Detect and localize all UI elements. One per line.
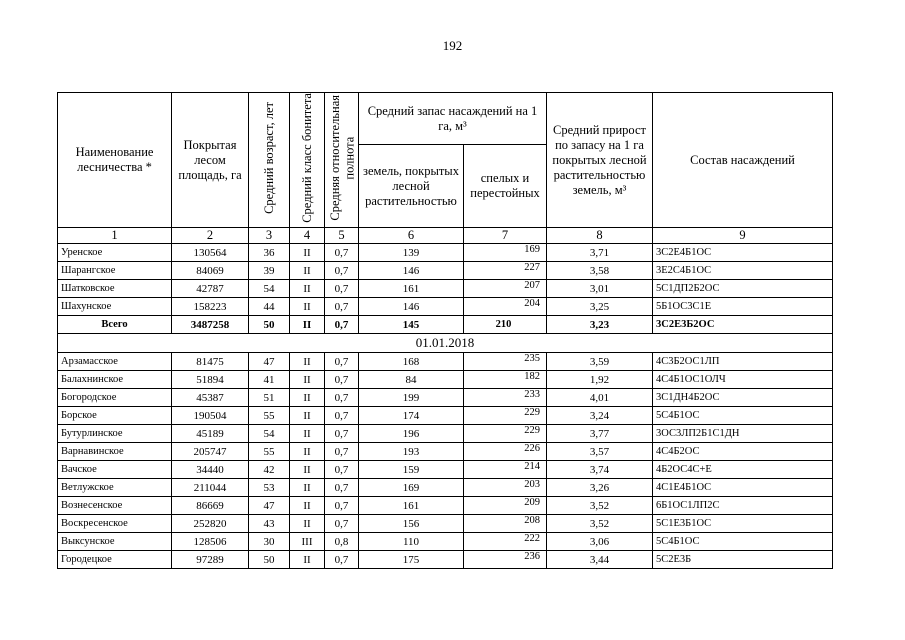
cell-stock: 156	[359, 515, 464, 533]
cell-density: 0,7	[325, 298, 359, 316]
cell-growth: 3,26	[547, 479, 653, 497]
cell-name: Шахунское	[58, 298, 172, 316]
cell-area: 128506	[172, 533, 249, 551]
cell-bonitet: II	[290, 497, 325, 515]
column-number: 7	[464, 228, 547, 244]
cell-bonitet: II	[290, 479, 325, 497]
section-date: 01.01.2018	[58, 334, 833, 353]
cell-composition: 3Е2С4Б1ОС	[653, 262, 833, 280]
cell-name: Ветлужское	[58, 479, 172, 497]
cell-stock: 146	[359, 298, 464, 316]
cell-name: Бутурлинское	[58, 425, 172, 443]
cell-name: Вачское	[58, 461, 172, 479]
cell-growth: 3,77	[547, 425, 653, 443]
cell-density: 0,8	[325, 533, 359, 551]
cell-composition: 5С2Е3Б	[653, 551, 833, 569]
cell-age: 42	[249, 461, 290, 479]
table-row	[58, 479, 833, 497]
total-stock: 145	[359, 316, 464, 334]
cell-composition: 5С1Е3Б1ОС	[653, 515, 833, 533]
cell-bonitet: III	[290, 533, 325, 551]
cell-mature: 208	[464, 515, 547, 533]
total-growth: 3,23	[547, 316, 653, 334]
cell-bonitet: II	[290, 443, 325, 461]
header-stock-mature: спелых и перестойных	[464, 145, 547, 228]
column-number: 1	[58, 228, 172, 244]
cell-composition: 4С1Е4Б1ОС	[653, 479, 833, 497]
cell-mature: 209	[464, 497, 547, 515]
cell-name: Шатковское	[58, 280, 172, 298]
cell-density: 0,7	[325, 262, 359, 280]
cell-area: 190504	[172, 407, 249, 425]
header-growth: Средний прирост по запасу на 1 га покрытых лесной растительностью земель, м³	[547, 93, 653, 228]
cell-mature: 207	[464, 280, 547, 298]
cell-name: Шарангское	[58, 262, 172, 280]
cell-stock: 146	[359, 262, 464, 280]
table-row	[58, 407, 833, 425]
table-row	[58, 244, 833, 262]
cell-growth: 3,59	[547, 353, 653, 371]
table-row	[58, 389, 833, 407]
table-row	[58, 280, 833, 298]
cell-mature: 214	[464, 461, 547, 479]
cell-area: 205747	[172, 443, 249, 461]
cell-density: 0,7	[325, 280, 359, 298]
cell-mature: 203	[464, 479, 547, 497]
cell-name: Уренское	[58, 244, 172, 262]
table-row	[58, 461, 833, 479]
cell-area: 158223	[172, 298, 249, 316]
header-area: Покрытая лесом площадь, га	[172, 93, 249, 228]
cell-growth: 1,92	[547, 371, 653, 389]
cell-age: 55	[249, 443, 290, 461]
cell-mature: 169	[464, 244, 547, 262]
cell-composition: 4Б2ОС4С+Е	[653, 461, 833, 479]
cell-area: 86669	[172, 497, 249, 515]
cell-density: 0,7	[325, 244, 359, 262]
cell-area: 42787	[172, 280, 249, 298]
cell-area: 252820	[172, 515, 249, 533]
cell-name: Арзамасское	[58, 353, 172, 371]
cell-density: 0,7	[325, 443, 359, 461]
cell-name: Богородское	[58, 389, 172, 407]
cell-composition: 4С4Б1ОС1ОЛЧ	[653, 371, 833, 389]
cell-composition: 4С3Б2ОС1ЛП	[653, 353, 833, 371]
cell-mature: 236	[464, 551, 547, 569]
cell-mature: 233	[464, 389, 547, 407]
total-label: Всего	[58, 316, 172, 334]
cell-age: 43	[249, 515, 290, 533]
column-number: 8	[547, 228, 653, 244]
cell-growth: 3,58	[547, 262, 653, 280]
cell-stock: 161	[359, 497, 464, 515]
column-number: 3	[249, 228, 290, 244]
cell-stock: 193	[359, 443, 464, 461]
cell-mature: 235	[464, 353, 547, 371]
cell-growth: 3,52	[547, 497, 653, 515]
cell-age: 54	[249, 280, 290, 298]
cell-bonitet: II	[290, 298, 325, 316]
table-row	[58, 551, 833, 569]
cell-age: 54	[249, 425, 290, 443]
column-numbers-row	[58, 228, 833, 244]
column-number: 6	[359, 228, 464, 244]
cell-growth: 3,06	[547, 533, 653, 551]
total-mature: 210	[464, 316, 547, 334]
cell-density: 0,7	[325, 461, 359, 479]
cell-growth: 3,01	[547, 280, 653, 298]
cell-stock: 168	[359, 353, 464, 371]
cell-density: 0,7	[325, 551, 359, 569]
cell-bonitet: II	[290, 425, 325, 443]
cell-age: 44	[249, 298, 290, 316]
cell-growth: 3,71	[547, 244, 653, 262]
cell-name: Воскресенское	[58, 515, 172, 533]
cell-bonitet: II	[290, 551, 325, 569]
table-row	[58, 425, 833, 443]
cell-area: 97289	[172, 551, 249, 569]
cell-name: Борское	[58, 407, 172, 425]
cell-stock: 139	[359, 244, 464, 262]
cell-stock: 110	[359, 533, 464, 551]
cell-growth: 3,52	[547, 515, 653, 533]
cell-bonitet: II	[290, 461, 325, 479]
total-age: 50	[249, 316, 290, 334]
cell-age: 53	[249, 479, 290, 497]
table-row	[58, 353, 833, 371]
cell-age: 36	[249, 244, 290, 262]
cell-area: 211044	[172, 479, 249, 497]
column-number: 9	[653, 228, 833, 244]
cell-bonitet: II	[290, 389, 325, 407]
cell-composition: 6Б1ОС1ЛП2С	[653, 497, 833, 515]
section-row	[58, 334, 833, 353]
table-row	[58, 533, 833, 551]
cell-area: 45189	[172, 425, 249, 443]
column-number: 5	[325, 228, 359, 244]
cell-stock: 159	[359, 461, 464, 479]
header-bonitet: Средний класс бонитета	[290, 93, 325, 228]
cell-composition: 5С4Б1ОС	[653, 407, 833, 425]
cell-name: Варнавинское	[58, 443, 172, 461]
cell-bonitet: II	[290, 515, 325, 533]
total-bonitet: II	[290, 316, 325, 334]
cell-area: 51894	[172, 371, 249, 389]
table-row	[58, 443, 833, 461]
cell-area: 84069	[172, 262, 249, 280]
cell-bonitet: II	[290, 244, 325, 262]
table-row	[58, 515, 833, 533]
header-stock-group: Средний запас насаждений на 1 га, м³	[359, 93, 547, 145]
forest-stats-table	[57, 92, 833, 569]
cell-mature: 229	[464, 407, 547, 425]
cell-area: 45387	[172, 389, 249, 407]
cell-composition: 3ОС3ЛП2Б1С1ДН	[653, 425, 833, 443]
cell-age: 47	[249, 353, 290, 371]
cell-bonitet: II	[290, 407, 325, 425]
cell-composition: 4С4Б2ОС	[653, 443, 833, 461]
cell-composition: 5С1ДП2Б2ОС	[653, 280, 833, 298]
table-row	[58, 298, 833, 316]
cell-density: 0,7	[325, 389, 359, 407]
cell-name: Выксунское	[58, 533, 172, 551]
cell-stock: 199	[359, 389, 464, 407]
cell-bonitet: II	[290, 280, 325, 298]
cell-growth: 3,25	[547, 298, 653, 316]
cell-bonitet: II	[290, 371, 325, 389]
table-row	[58, 497, 833, 515]
cell-bonitet: II	[290, 262, 325, 280]
cell-stock: 196	[359, 425, 464, 443]
cell-density: 0,7	[325, 515, 359, 533]
cell-age: 41	[249, 371, 290, 389]
cell-name: Городецкое	[58, 551, 172, 569]
header-stock-covered: земель, покрытых лесной растительностью	[359, 145, 464, 228]
cell-mature: 222	[464, 533, 547, 551]
cell-density: 0,7	[325, 407, 359, 425]
cell-bonitet: II	[290, 353, 325, 371]
cell-area: 130564	[172, 244, 249, 262]
column-number: 4	[290, 228, 325, 244]
cell-growth: 3,74	[547, 461, 653, 479]
cell-density: 0,7	[325, 479, 359, 497]
cell-composition: 5Б1ОС3С1Е	[653, 298, 833, 316]
header-age: Средний возраст, лет	[249, 93, 290, 228]
table-row	[58, 371, 833, 389]
cell-growth: 3,44	[547, 551, 653, 569]
cell-growth: 4,01	[547, 389, 653, 407]
cell-composition: 5С4Б1ОС	[653, 533, 833, 551]
cell-mature: 227	[464, 262, 547, 280]
header-composition: Состав насаждений	[653, 93, 833, 228]
total-density: 0,7	[325, 316, 359, 334]
cell-mature: 226	[464, 443, 547, 461]
cell-age: 47	[249, 497, 290, 515]
cell-growth: 3,57	[547, 443, 653, 461]
cell-density: 0,7	[325, 497, 359, 515]
cell-name: Вознесенское	[58, 497, 172, 515]
cell-density: 0,7	[325, 425, 359, 443]
cell-mature: 182	[464, 371, 547, 389]
cell-mature: 229	[464, 425, 547, 443]
total-composition: 3С2Е3Б2ОС	[653, 316, 833, 334]
cell-area: 81475	[172, 353, 249, 371]
header-density: Средняя относительная полнота	[325, 93, 359, 228]
cell-stock: 169	[359, 479, 464, 497]
cell-mature: 204	[464, 298, 547, 316]
column-number: 2	[172, 228, 249, 244]
page-number: 192	[442, 38, 463, 53]
total-row	[58, 316, 833, 334]
cell-age: 39	[249, 262, 290, 280]
cell-age: 30	[249, 533, 290, 551]
header-name: Наименование лесничества *	[58, 93, 172, 228]
cell-stock: 161	[359, 280, 464, 298]
cell-stock: 175	[359, 551, 464, 569]
cell-growth: 3,24	[547, 407, 653, 425]
cell-age: 50	[249, 551, 290, 569]
cell-age: 55	[249, 407, 290, 425]
cell-name: Балахнинское	[58, 371, 172, 389]
total-area: 3487258	[172, 316, 249, 334]
cell-stock: 174	[359, 407, 464, 425]
cell-stock: 84	[359, 371, 464, 389]
cell-age: 51	[249, 389, 290, 407]
cell-composition: 3С2Е4Б1ОС	[653, 244, 833, 262]
table-row	[58, 262, 833, 280]
cell-composition: 3С1ДН4Б2ОС	[653, 389, 833, 407]
cell-density: 0,7	[325, 353, 359, 371]
cell-area: 34440	[172, 461, 249, 479]
cell-density: 0,7	[325, 371, 359, 389]
